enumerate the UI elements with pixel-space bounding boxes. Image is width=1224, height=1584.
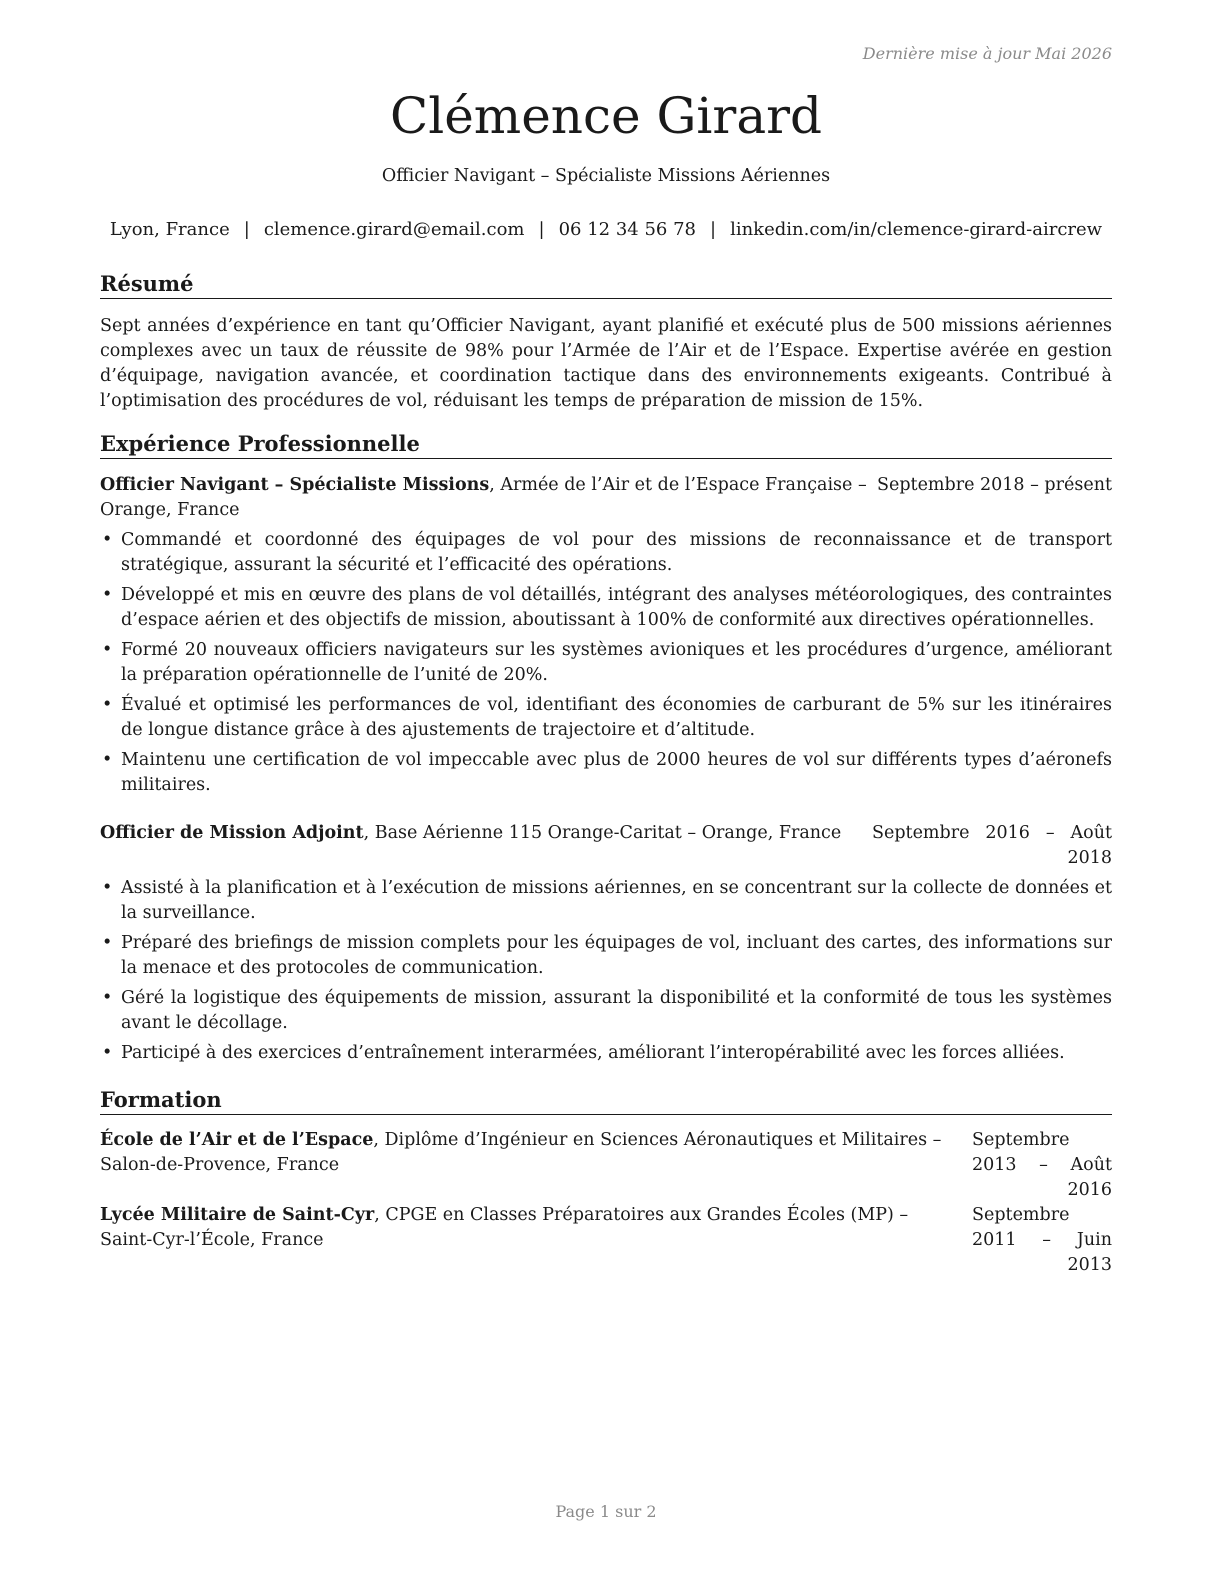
job-bullets — [100, 876, 1112, 1071]
education-dates: Septembre 2011 – Juin 2013 — [972, 1205, 1112, 1275]
list-item: • Évalué et optimisé les performances de vol, identifiant des économies de carburant de 5% sur les itinéraires de longue distance grâce à des ajustements de trajectoire et d’altitude. — [102, 695, 1112, 740]
list-item: • Préparé des briefings de mission complets pour les équipages de vol, incluant des cartes, des informations sur la menace et des protocoles de communication. — [102, 933, 1112, 978]
job-heading — [100, 821, 864, 871]
education-school: École de l’Air et de l’Espace — [100, 1130, 374, 1150]
contact-separator: | — [538, 219, 545, 240]
list-item: • Assisté à la planification et à l’exécution de missions aériennes, en se concentrant sur la collecte de données et la surveillance. — [102, 878, 1112, 923]
contact-phone[interactable]: 06 12 34 56 78 — [558, 219, 696, 240]
job-organization: , Armée de l’Air et de l’Espace Française – Orange, France — [100, 475, 867, 520]
candidate-name: Clémence Girard — [389, 87, 823, 145]
candidate-title: Officier Navigant – Spécialiste Missions Aériennes — [381, 166, 831, 186]
list-item: • Commandé et coordonné des équipages de vol pour des missions de reconnaissance et de transport stratégique, assurant la sécurité et l’efficacité des opérations. — [102, 530, 1112, 575]
job-header — [100, 473, 1112, 523]
bullet-icon: • — [102, 988, 113, 1008]
contact-location: Lyon, France — [109, 219, 230, 240]
list-item: • Participé à des exercices d’entraînement interarmées, améliorant l’interopérabilité avec les forces alliées. — [100, 1041, 1112, 1066]
education-detail: , Diplôme d’Ingénieur en Sciences Aéronautiques et Militaires – Salon-de-Provence, France — [100, 1130, 942, 1175]
bullet-icon: • — [102, 695, 113, 715]
job-organization: , Base Aérienne 115 Orange-Caritat – Orange, France — [363, 823, 842, 843]
education-detail: , CPGE en Classes Préparatoires aux Grandes Écoles (MP) – Saint-Cyr-l’École, France — [100, 1205, 909, 1250]
job-bullets — [100, 528, 1112, 803]
list-item: • Maintenu une certification de vol impeccable avec plus de 2000 heures de vol sur différents types d’aéronefs militaires. — [102, 750, 1112, 795]
summary-text: Sept années d’expérience en tant qu’Officier Navigant, ayant planifié et exécuté plus de 500 missions aériennes complexes avec un taux de réussite de 98% pour l’Armée de l’Air et de l’Espace. Expertise avérée en gestion d’équipage, navigation avancée, et coordination tactique dans des environnements exigeants. Contribué à l’optimisation des procédures de vol, réduisant les temps de préparation de mission de 15%. — [100, 316, 1112, 411]
bullet-icon: • — [102, 933, 113, 953]
education-entry — [100, 1128, 1112, 1203]
page-number: Page 1 sur 2 — [555, 1502, 657, 1521]
education-dates: Septembre 2013 – Août 2016 — [972, 1130, 1112, 1200]
bullet-icon: • — [102, 750, 113, 770]
bullet-icon: • — [102, 640, 113, 660]
bullet-icon: • — [102, 585, 113, 605]
last-updated: Dernière mise à jour Mai 2026 — [862, 44, 1112, 63]
contact-separator: | — [243, 219, 250, 240]
education-school: Lycée Militaire de Saint-Cyr — [100, 1205, 375, 1225]
contact-linkedin[interactable]: linkedin.com/in/clemence-girard-aircrew — [730, 219, 1103, 240]
education-heading — [100, 1203, 964, 1278]
bullet-icon: • — [102, 878, 113, 898]
list-item: • Formé 20 nouveaux officiers navigateurs sur les systèmes avioniques et les procédures d’urgence, améliorant la préparation opérationnelle de l’unité de 20%. — [102, 640, 1112, 685]
bullet-icon: • — [102, 1043, 113, 1063]
section-title-summary: Résumé — [100, 270, 1112, 299]
resume-page — [100, 0, 1112, 1584]
list-item: • Géré la logistique des équipements de mission, assurant la disponibilité et la conformité de tous les systèmes avant le décollage. — [102, 988, 1112, 1033]
job-dates: Septembre 2016 – Août 2018 — [872, 823, 1112, 868]
contact-separator: | — [710, 219, 717, 240]
bullet-icon: • — [102, 530, 113, 550]
contact-email[interactable]: clemence.girard@email.com — [263, 219, 525, 240]
job-header — [100, 821, 1112, 871]
job-heading — [100, 473, 869, 523]
list-item: • Développé et mis en œuvre des plans de vol détaillés, intégrant des analyses météorologiques, des contraintes d’espace aérien et des objectifs de mission, aboutissant à 100% de conformité aux directives opérationnelles. — [102, 585, 1112, 630]
education-heading — [100, 1128, 964, 1203]
job-role: Officier de Mission Adjoint — [100, 823, 364, 843]
section-title-experience: Expérience Professionnelle — [100, 430, 1112, 459]
contact-line — [100, 219, 1112, 240]
education-entry — [100, 1203, 1112, 1278]
job-dates: Septembre 2018 – présent — [877, 475, 1112, 495]
section-title-education: Formation — [100, 1086, 1112, 1115]
job-role: Officier Navigant – Spécialiste Missions — [100, 475, 490, 495]
